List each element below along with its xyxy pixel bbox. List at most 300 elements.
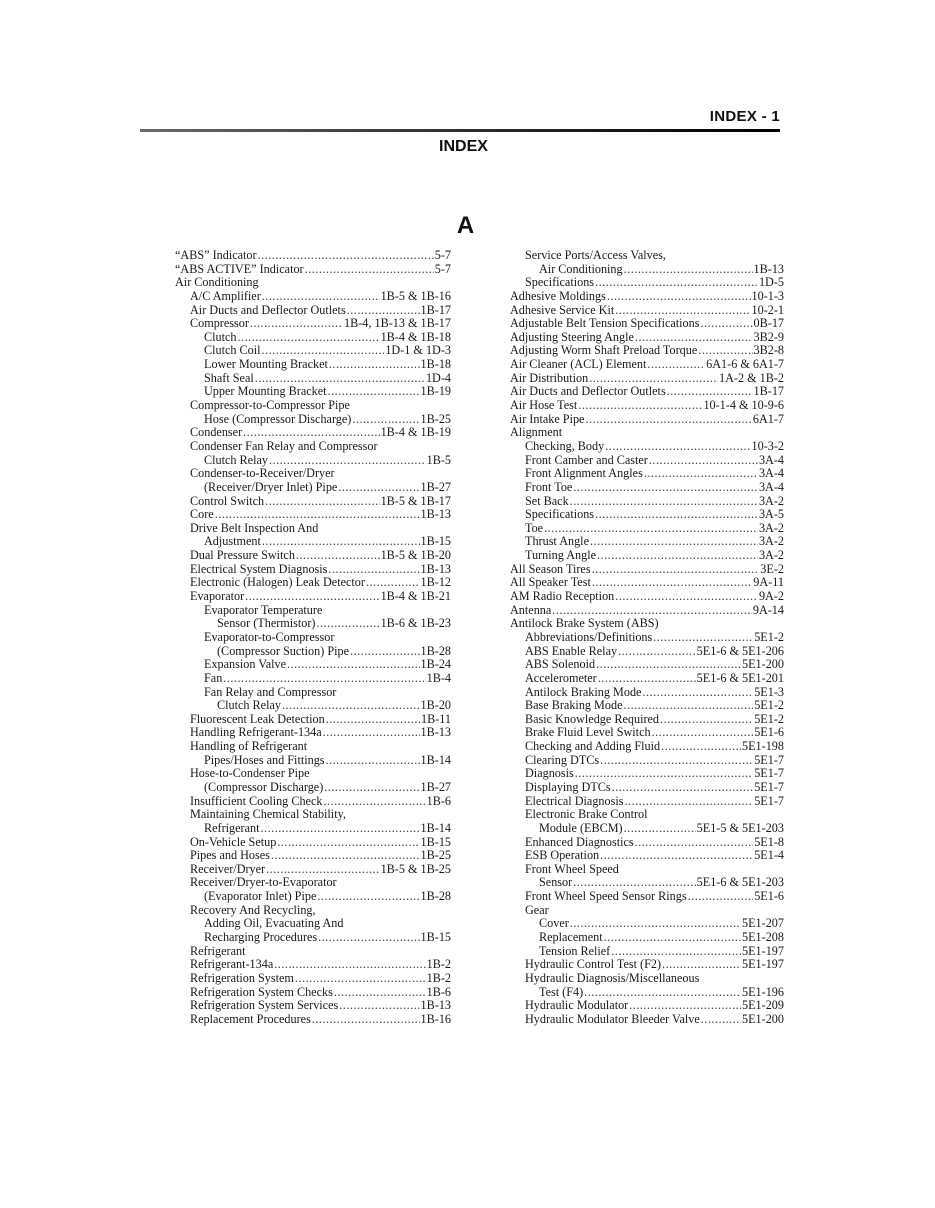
index-entry-term: Clutch Relay [204, 452, 268, 467]
index-entry [175, 344, 451, 358]
index-entry [175, 876, 451, 890]
index-entry-pages: 5E1-6 [754, 889, 784, 904]
index-entry [510, 590, 784, 604]
index-entry-term: Checking and Adding Fluid [525, 739, 661, 754]
dot-leader [326, 754, 420, 768]
index-entry-pages: 1B-5 & 1B-25 [380, 861, 451, 876]
index-entry [175, 385, 451, 399]
dot-leader [624, 795, 753, 809]
index-entry-term: Electrical System Diagnosis [190, 561, 328, 576]
dot-leader [649, 454, 758, 468]
index-entry-term: Hose-to-Condenser Pipe [190, 766, 310, 781]
index-entry [510, 726, 784, 740]
dot-leader [262, 535, 420, 549]
index-entry-pages: 5E1-4 [754, 848, 784, 863]
index-entry-pages: 1B-13 [420, 507, 451, 522]
dot-leader [595, 276, 758, 290]
index-entry [175, 795, 451, 809]
index-entry-term: Electronic Brake Control [525, 807, 648, 822]
index-entry-term: Maintaining Chemical Stability, [190, 807, 346, 822]
index-entry-pages: 1B-6 & 1B-23 [380, 616, 451, 631]
index-entry-term: (Evaporator Inlet) Pipe [204, 889, 317, 904]
index-entry [175, 508, 451, 522]
dot-leader [604, 931, 741, 945]
index-entry [510, 358, 784, 372]
dot-leader [653, 631, 753, 645]
dot-leader [317, 617, 380, 631]
dot-leader [245, 590, 379, 604]
index-entry-pages: 3A-4 [758, 479, 784, 494]
dot-leader [661, 740, 741, 754]
dot-leader [258, 249, 434, 263]
index-entry-term: Receiver/Dryer [190, 861, 266, 876]
index-entry-pages: 5E1-200 [742, 657, 784, 672]
index-entry [510, 808, 784, 822]
index-entry [510, 317, 784, 331]
dot-leader [265, 495, 379, 509]
index-column-right [510, 249, 784, 1027]
index-entry-pages: 1B-25 [420, 411, 451, 426]
dot-leader [605, 440, 750, 454]
index-entry [510, 440, 784, 454]
index-entry-term: Air Conditioning [539, 261, 623, 276]
index-entry [510, 781, 784, 795]
index-entry-pages: 1B-24 [420, 657, 451, 672]
index-entry-pages: 1B-4 & 1B-19 [380, 425, 451, 440]
index-entry-term: Tension Relief [539, 943, 611, 958]
index-entry [510, 344, 784, 358]
dot-leader [592, 563, 760, 577]
index-entry-pages: 5E1-197 [742, 943, 784, 958]
index-entry [510, 372, 784, 386]
dot-leader [287, 658, 420, 672]
index-entry-pages: 1B-2 [426, 957, 451, 972]
page-title [0, 138, 935, 156]
dot-leader [215, 508, 420, 522]
index-entry-pages: 10-1-3 [751, 288, 784, 303]
index-entry-term: Hydraulic Control Test (F2) [525, 957, 662, 972]
index-entry-pages: 5E1-7 [754, 766, 784, 781]
index-entry [510, 1013, 784, 1027]
index-entry-term: Sensor [539, 875, 573, 890]
index-entry-pages: 1B-27 [420, 779, 451, 794]
dot-leader [615, 590, 758, 604]
index-entry-pages: 1B-4 & 1B-21 [380, 589, 451, 604]
dot-leader [323, 795, 425, 809]
header-rule-divider [140, 129, 780, 132]
index-entry-pages: 1B-15 [420, 534, 451, 549]
dot-leader [255, 372, 425, 386]
dot-leader [615, 304, 750, 318]
index-entry-pages: 9A-11 [753, 575, 784, 590]
dot-leader [688, 890, 754, 904]
dot-leader [595, 508, 758, 522]
index-entry [510, 276, 784, 290]
dot-leader [250, 317, 343, 331]
index-entry [175, 740, 451, 754]
index-entry [510, 249, 784, 263]
index-entry-term: Evaporator [190, 589, 245, 604]
index-entry [175, 890, 451, 904]
index-entry [510, 958, 784, 972]
index-entry [175, 590, 451, 604]
index-entry-term: Clutch Relay [217, 698, 281, 713]
index-entry [175, 372, 451, 386]
dot-leader [328, 385, 420, 399]
dot-leader [271, 849, 420, 863]
index-entry [175, 563, 451, 577]
index-entry-term: (Compressor Suction) Pipe [217, 643, 350, 658]
index-entry-term: Specifications [525, 275, 595, 290]
index-entry [510, 426, 784, 440]
index-entry [510, 904, 784, 918]
index-entry-term: Toe [525, 520, 544, 535]
index-entry [175, 686, 451, 700]
index-entry-term: Receiver/Dryer-to-Evaporator [190, 875, 337, 890]
index-entry-pages: 3A-2 [758, 534, 784, 549]
index-entry-term: Checking, Body [525, 438, 605, 453]
index-entry-pages: 10-1-4 & 10-9-6 [703, 398, 784, 413]
dot-leader [261, 822, 420, 836]
index-entry-pages: 9A-2 [758, 589, 784, 604]
dot-leader [243, 426, 379, 440]
index-entry-term: Electrical Diagnosis [525, 793, 624, 808]
index-entry [510, 331, 784, 345]
dot-leader [295, 972, 426, 986]
index-entry-term: Front Wheel Speed Sensor Rings [525, 889, 687, 904]
dot-leader [338, 481, 419, 495]
index-entry-term: ABS Solenoid [525, 657, 596, 672]
index-entry [175, 631, 451, 645]
index-entry-pages: 1B-17 [753, 384, 784, 399]
dot-leader [282, 699, 420, 713]
index-entry-term: All Season Tires [510, 561, 591, 576]
dot-leader [274, 958, 425, 972]
dot-leader [328, 563, 419, 577]
dot-leader [324, 781, 419, 795]
index-entry [175, 672, 451, 686]
index-entry [510, 522, 784, 536]
index-entry-term: Handling Refrigerant-134a [190, 725, 322, 740]
index-entry-term: Hydraulic Modulator Bleeder Valve [525, 1011, 700, 1026]
index-entry-term: Set Back [525, 493, 569, 508]
index-entry-pages: 10-2-1 [751, 302, 784, 317]
index-entry-term: Compressor-to-Compressor Pipe [190, 398, 350, 413]
index-entry-pages: 5E1-6 & 5E1-201 [696, 670, 784, 685]
page-header [0, 106, 935, 136]
index-entry-pages: 1B-4 & 1B-18 [380, 329, 451, 344]
dot-leader [269, 454, 426, 468]
index-entry-pages: 3A-2 [758, 548, 784, 563]
index-entry [510, 699, 784, 713]
index-entry-pages: 1D-4 [425, 370, 451, 385]
index-entry-pages: 0B-17 [753, 316, 784, 331]
dot-leader [612, 781, 754, 795]
dot-leader [329, 358, 420, 372]
index-entry-pages: 5E1-6 & 5E1-203 [696, 875, 784, 890]
index-entry-term: Basic Knowledge Required [525, 711, 660, 726]
index-entry-term: Refrigeration System Checks [190, 984, 333, 999]
index-entry [175, 808, 451, 822]
dot-leader [266, 863, 379, 877]
index-entry-pages: 1B-13 [753, 261, 784, 276]
index-entry-term: Refrigerant [204, 820, 260, 835]
index-entry-term: Replacement [539, 930, 603, 945]
index-entry [175, 754, 451, 768]
index-entry-pages: 6A1-6 & 6A1-7 [706, 357, 784, 372]
index-entry-pages: 3B2-9 [753, 329, 784, 344]
index-entry-term: Accelerometer [525, 670, 597, 685]
dot-leader [652, 726, 754, 740]
index-entry-term: Hydraulic Modulator [525, 998, 629, 1013]
index-entry [510, 508, 784, 522]
index-entry-pages: 1B-16 [420, 1011, 451, 1026]
index-entry-term: ABS Enable Relay [525, 643, 618, 658]
index-entry-term: A/C Amplifier [190, 288, 261, 303]
dot-leader [629, 999, 741, 1013]
dot-leader [698, 344, 752, 358]
index-column-left [175, 249, 451, 1027]
index-entry-term: Hose (Compressor Discharge) [204, 411, 352, 426]
index-entry-term: Alignment [510, 425, 563, 440]
index-entry [175, 945, 451, 959]
index-entry-term: Dual Pressure Switch [190, 548, 295, 563]
dot-leader [644, 467, 758, 481]
dot-leader [334, 986, 426, 1000]
index-entry-term: Displaying DTCs [525, 779, 611, 794]
index-entry-term: Air Ducts and Deflector Outlets [190, 302, 346, 317]
index-entry [175, 426, 451, 440]
index-entry-term: Air Intake Pipe [510, 411, 585, 426]
dot-leader [544, 522, 758, 536]
dot-leader [347, 304, 420, 318]
index-entry-pages: 5E1-207 [742, 916, 784, 931]
index-entry-pages: 5E1-197 [742, 957, 784, 972]
index-entry [175, 986, 451, 1000]
dot-leader [352, 413, 419, 427]
dot-leader [366, 576, 420, 590]
index-entry-pages: 5E1-196 [742, 984, 784, 999]
index-entry-pages: 1B-13 [420, 725, 451, 740]
index-entry [510, 604, 784, 618]
index-entry [510, 740, 784, 754]
index-entry-term: Evaporator-to-Compressor [204, 629, 335, 644]
index-entry [175, 917, 451, 931]
index-entry [175, 276, 451, 290]
index-entry-term: Enhanced Diagnostics [525, 834, 634, 849]
index-entry-pages: 1B-4, 1B-13 & 1B-17 [344, 316, 451, 331]
index-entry-term: Sensor (Thermistor) [217, 616, 316, 631]
index-entry [510, 849, 784, 863]
index-entry-term: Adhesive Moldings [510, 288, 606, 303]
dot-leader [660, 713, 753, 727]
index-entry-pages: 9A-14 [752, 602, 784, 617]
index-entry-pages: 3A-2 [758, 520, 784, 535]
index-entry [175, 863, 451, 877]
index-entry-term: Antenna [510, 602, 552, 617]
index-entry-pages: 1B-27 [420, 479, 451, 494]
index-entry-term: Base Braking Mode [525, 698, 623, 713]
index-entry [510, 931, 784, 945]
dot-leader [596, 658, 741, 672]
dot-leader [701, 1013, 741, 1027]
index-entry [510, 836, 784, 850]
index-entry-pages: 5E1-198 [742, 739, 784, 754]
index-entry-term: ESB Operation [525, 848, 600, 863]
index-entry-term: Evaporator Temperature [204, 602, 323, 617]
index-entry [175, 904, 451, 918]
index-entry-term: Air Ducts and Deflector Outlets [510, 384, 666, 399]
index-entry [510, 413, 784, 427]
index-entry-term: Gear [525, 902, 549, 917]
index-entry-pages: 6A1-7 [752, 411, 784, 426]
index-entry [510, 535, 784, 549]
index-entry [510, 563, 784, 577]
index-entry-pages: 3A-4 [758, 452, 784, 467]
index-entry-term: (Compressor Discharge) [204, 779, 324, 794]
index-entry-pages: 5E1-2 [754, 711, 784, 726]
index-entry [510, 631, 784, 645]
index-entry [510, 713, 784, 727]
index-entry [510, 304, 784, 318]
index-entry-term: Diagnosis [525, 766, 574, 781]
index-entry-term: Pipes/Hoses and Fittings [204, 752, 325, 767]
index-entry-term: Refrigeration System [190, 970, 294, 985]
index-entry-term: AM Radio Reception [510, 589, 615, 604]
index-entry-term: Pipes and Hoses [190, 848, 270, 863]
dot-leader [600, 849, 753, 863]
index-entry [175, 249, 451, 263]
dot-leader [590, 535, 758, 549]
dot-leader [262, 290, 380, 304]
index-entry [175, 658, 451, 672]
dot-leader [578, 399, 702, 413]
index-entry-pages: 5E1-7 [754, 779, 784, 794]
index-entry [175, 617, 451, 631]
index-entry-term: Abbreviations/Definitions [525, 629, 653, 644]
index-entry-term: Front Toe [525, 479, 573, 494]
index-entry-term: Clutch Coil [204, 343, 261, 358]
index-entry [175, 1013, 451, 1027]
index-entry-pages: 5E1-2 [754, 629, 784, 644]
section-letter-text: A [456, 212, 475, 239]
index-entry-pages: 1B-13 [420, 998, 451, 1013]
dot-leader [575, 767, 753, 781]
dot-leader [647, 358, 705, 372]
index-entry-pages: 1A-2 & 1B-2 [719, 370, 784, 385]
dot-leader [598, 672, 696, 686]
index-entry-pages: 1B-6 [426, 793, 451, 808]
dot-leader [570, 917, 741, 931]
index-entry-term: Turning Angle [525, 548, 596, 563]
index-entry [175, 467, 451, 481]
dot-leader [573, 876, 695, 890]
index-entry [175, 604, 451, 618]
index-entry [175, 549, 451, 563]
dot-leader [635, 331, 753, 345]
index-entry-term: Recharging Procedures [204, 930, 318, 945]
index-entry [175, 358, 451, 372]
index-entry-term: Condenser-to-Receiver/Dryer [190, 466, 335, 481]
index-entry [175, 495, 451, 509]
index-entry-pages: 5E1-8 [754, 834, 784, 849]
index-entry [510, 617, 784, 631]
dot-leader [624, 263, 753, 277]
index-entry [175, 481, 451, 495]
index-entry-term: Antilock Brake System (ABS) [510, 616, 659, 631]
index-entry-term: Antilock Braking Mode [525, 684, 642, 699]
index-entry-pages: 5-7 [434, 248, 451, 262]
index-entry-term: Adjustable Belt Tension Specifications [510, 316, 700, 331]
dot-leader [296, 549, 380, 563]
index-entry [175, 304, 451, 318]
index-entry-term: “ABS” Indicator [175, 248, 257, 262]
page-title-text: INDEX [439, 138, 488, 155]
index-entry-pages: 1B-5 & 1B-16 [380, 288, 451, 303]
index-entry [510, 454, 784, 468]
index-entry-term: Lower Mounting Bracket [204, 357, 328, 372]
index-entry-term: Adhesive Service Kit [510, 302, 615, 317]
dot-leader [326, 713, 420, 727]
index-entry-term: Fan [204, 670, 223, 685]
index-entry-pages: 1B-13 [420, 561, 451, 576]
index-entry-term: Recovery And Recycling, [190, 902, 316, 917]
index-entry-pages: 3A-2 [758, 493, 784, 508]
dot-leader [592, 576, 752, 590]
index-entry [175, 263, 451, 277]
index-entry-term: Test (F4) [539, 984, 584, 999]
index-entry [510, 945, 784, 959]
index-entry-term: Hydraulic Diagnosis/Miscellaneous [525, 970, 700, 985]
index-entry [510, 576, 784, 590]
index-entry [175, 767, 451, 781]
index-entry-term: Module (EBCM) [539, 820, 623, 835]
index-entry-term: Condenser [190, 425, 243, 440]
dot-leader [607, 290, 751, 304]
index-entry [510, 986, 784, 1000]
index-entry [175, 713, 451, 727]
index-entry-pages: 1B-18 [420, 357, 451, 372]
index-entry [175, 999, 451, 1013]
index-entry-pages: 1B-19 [420, 384, 451, 399]
index-entry [175, 645, 451, 659]
index-entry [175, 972, 451, 986]
index-entry-term: Cover [539, 916, 569, 931]
dot-leader [662, 958, 741, 972]
dot-leader [624, 822, 696, 836]
index-entry-pages: 5E1-2 [754, 698, 784, 713]
index-entry-term: Fluorescent Leak Detection [190, 711, 325, 726]
index-entry-term: Air Hose Test [510, 398, 578, 413]
index-entry-term: Adjustment [204, 534, 261, 549]
index-entry-term: Brake Fluid Level Switch [525, 725, 651, 740]
index-entry-pages: 1B-15 [420, 930, 451, 945]
index-entry [510, 645, 784, 659]
index-entry [510, 686, 784, 700]
index-entry [510, 972, 784, 986]
index-entry-term: Front Camber and Caster [525, 452, 648, 467]
index-entry-term: Specifications [525, 507, 595, 522]
index-entry-pages: 5E1-209 [742, 998, 784, 1013]
index-entry-pages: 5E1-7 [754, 752, 784, 767]
index-entry-pages: 1B-25 [420, 848, 451, 863]
index-entry [175, 931, 451, 945]
index-entry-term: Upper Mounting Bracket [204, 384, 327, 399]
index-entry [175, 699, 451, 713]
index-entry [510, 549, 784, 563]
index-entry [175, 522, 451, 536]
index-entry-term: Handling of Refrigerant [190, 739, 308, 754]
